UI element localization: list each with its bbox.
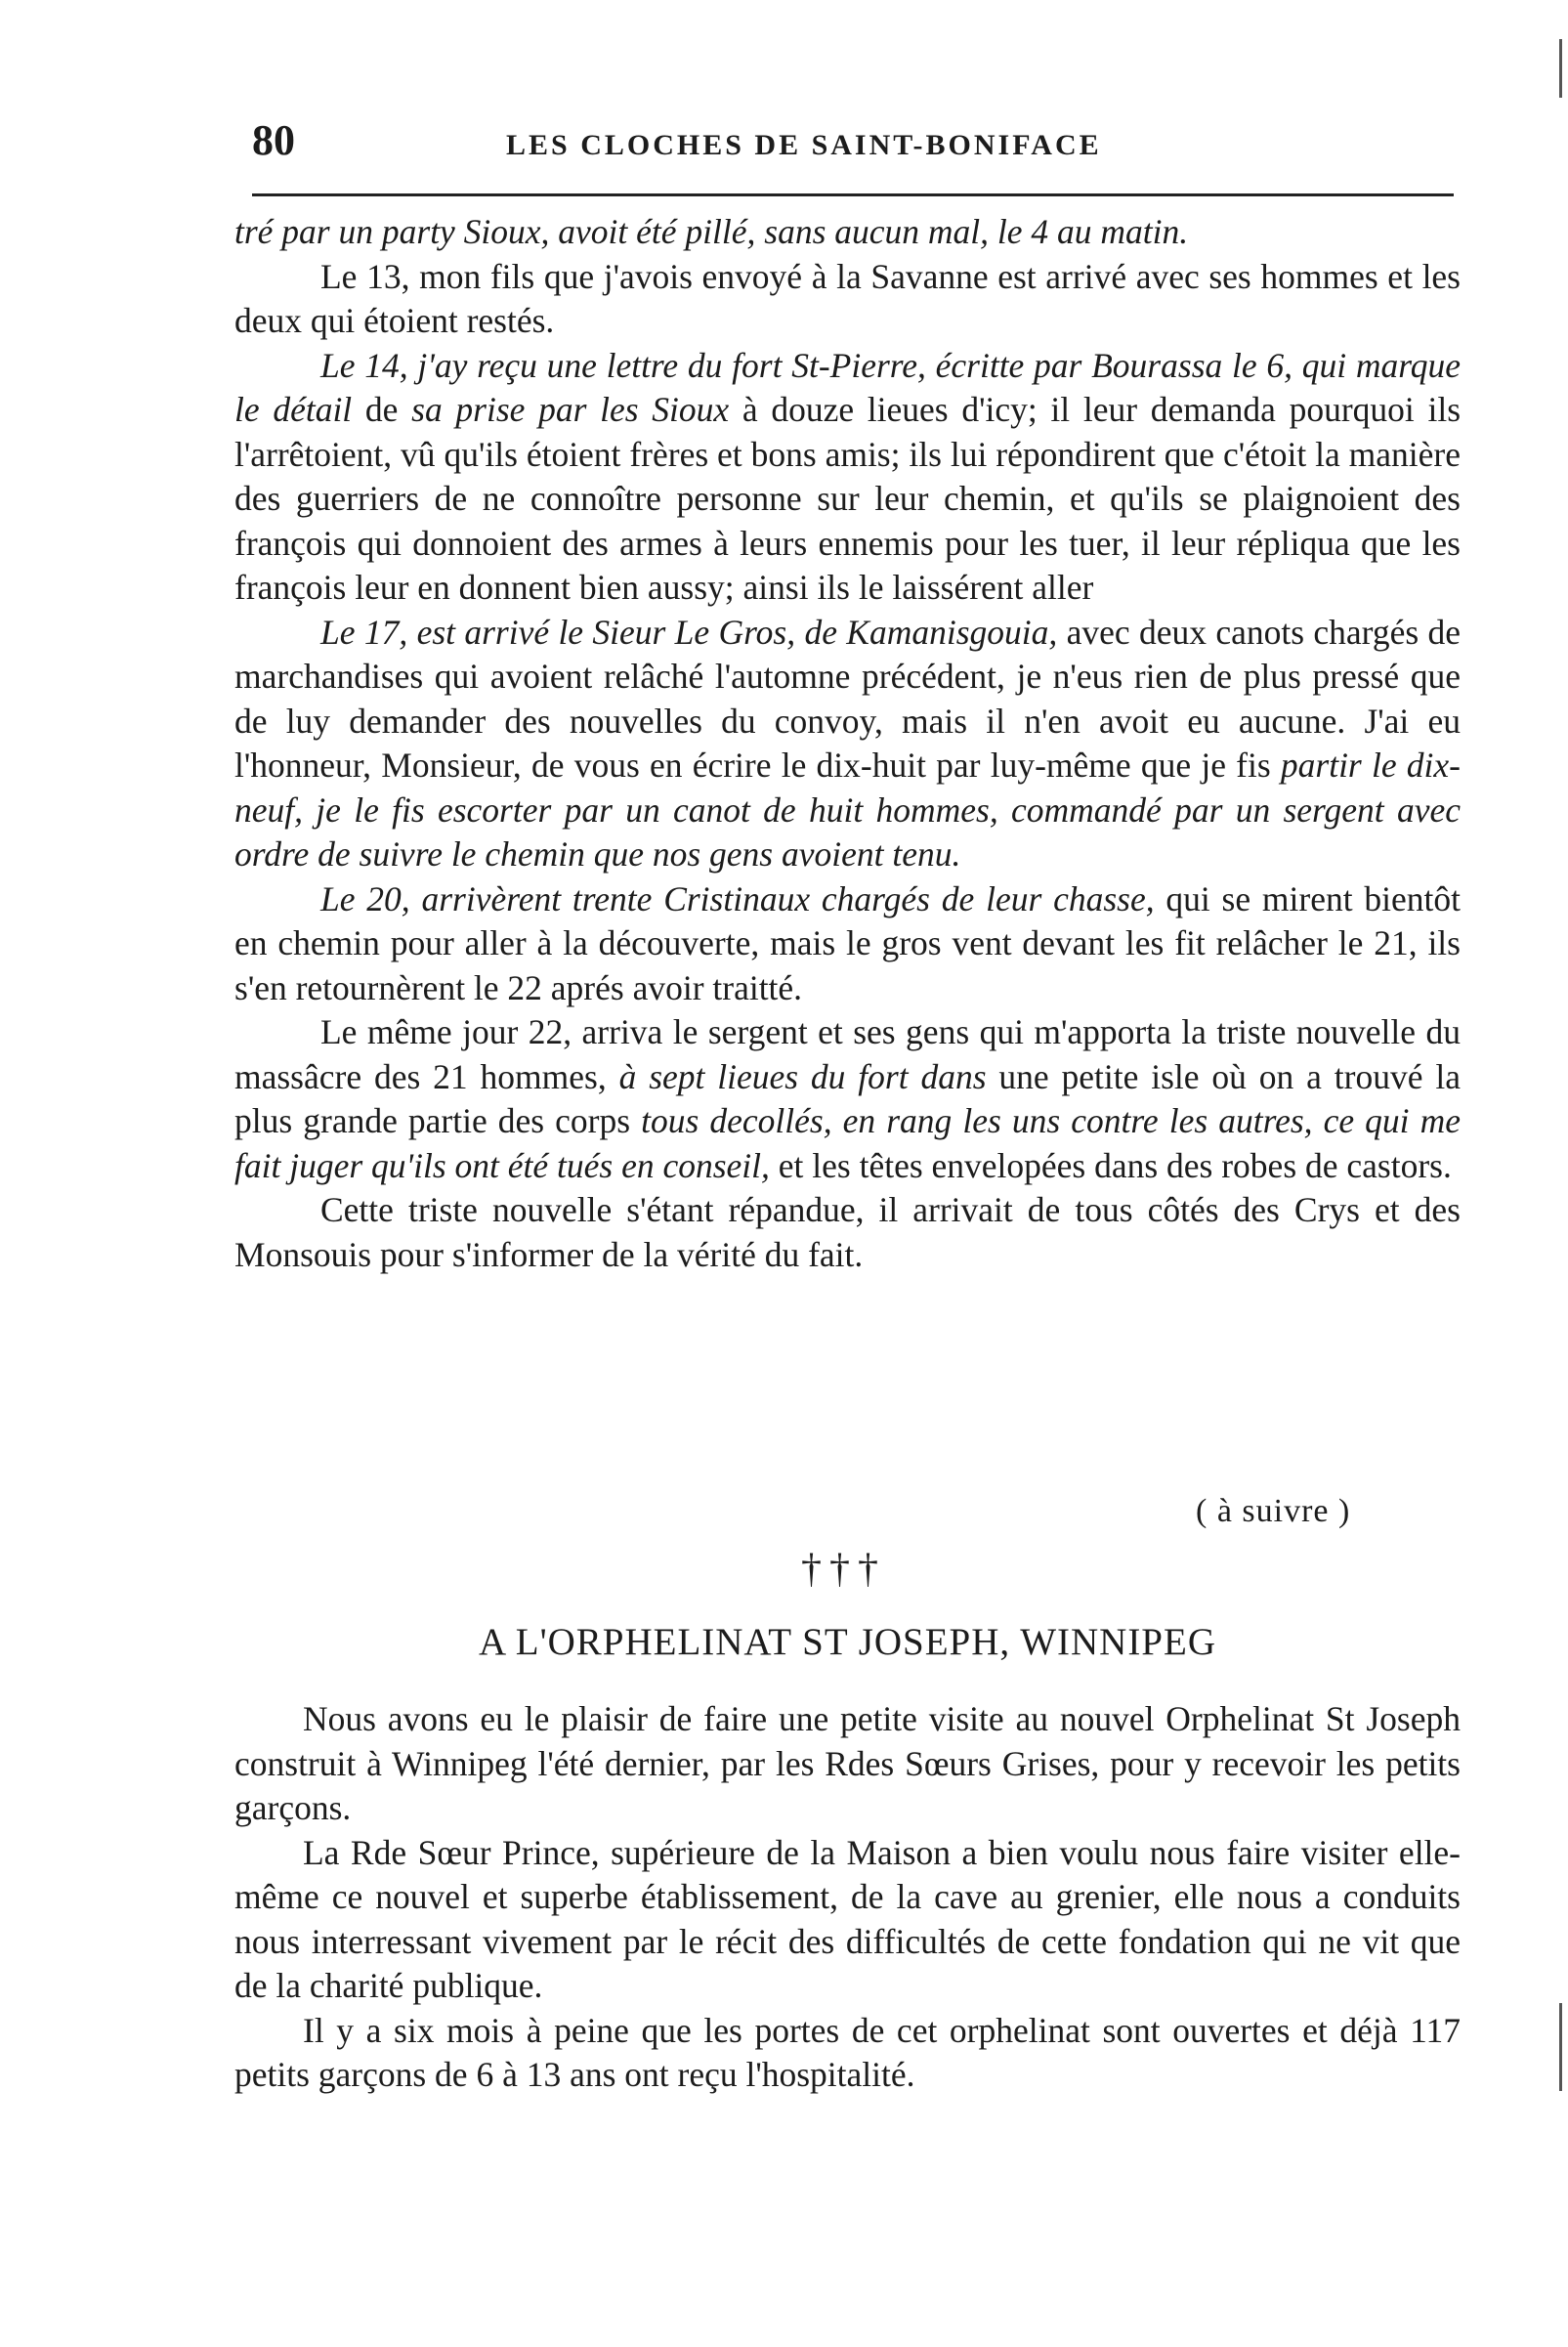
text-run: et les têtes envelopées dans des robes de castors. <box>769 1145 1452 1185</box>
italic-run: Le 17, est arrivé le Sieur Le Gros, de Kamanisgouia, <box>320 612 1058 652</box>
text-run: Cette triste nouvelle s'étant répandue, il arrivait de tous côtés des Crys et des Monsouis pour s'informer de la vérité du fait. <box>234 1190 1461 1274</box>
italic-run: sa prise par les Sioux <box>411 390 730 429</box>
text-run: qui se mirent bientôt en chemin pour aller à la découverte, mais le gros vent devant les fit relâcher le 21, ils s'en retournèrent le 22 aprés avoir traitté. <box>234 878 1461 1007</box>
article-paragraph <box>234 255 1461 344</box>
article-paragraph <box>234 877 1461 1011</box>
text-run: une petite isle où on a trouvé la plus grande partie des corps <box>234 1056 1461 1140</box>
article-paragraph <box>234 611 1461 877</box>
italic-run: Le 14, j'ay reçu une lettre du fort St-Pierre, écritte par Bourassa le 6, qui marque le détail <box>234 345 1461 429</box>
article-paragraph <box>234 210 1461 255</box>
text-run: avec deux canots chargés de marchandises qui avoient relâché l'automne précédent, je n'eus rien de plus pressé que de luy demander des nouvelles du convoy, mais il n'en avoit eu aucune. J'ai eu l'honneur, Monsieur, de vous en écrire le dix-huit par luy-même que je fis <box>234 612 1461 785</box>
running-head <box>252 115 1454 174</box>
section-paragraph: La Rde Sœur Prince, supérieure de la Maison a bien voulu nous faire visiter elle-même ce nouvel et superbe établissement, de la cave au grenier, elle nous a conduits nous interressant vivement par le récit des difficultés de cette fondation qui ne vit que de la charité publique. <box>234 1832 1461 2005</box>
section-separator: ††† <box>801 1547 886 1592</box>
italic-run: partir le dix-neuf, je le fis escorter par un canot de huit hommes, commandé par un sergent avec ordre de suivre le chemin que nos gens avoient tenu. <box>234 746 1461 874</box>
section-paragraph: Nous avons eu le plaisir de faire une petite visite au nouvel Orphelinat St Joseph construit à Winnipeg l'été dernier, par les Rdes Sœurs Grises, pour y recevoir les petits garçons. <box>234 1699 1461 1827</box>
italic-run: à sept lieues du fort dans <box>618 1056 987 1096</box>
text-run: Le 13, mon fils que j'avois envoyé à la Savanne est arrivé avec ses hommes et les deux qui étoient restés. <box>234 256 1461 340</box>
italic-run: Le 20, arrivèrent trente Cristinaux chargés de leur chasse, <box>320 878 1155 918</box>
header-rule <box>252 193 1454 196</box>
italic-run: tré par un party Sioux, avoit été pillé, sans aucun mal, le 4 au matin. <box>234 212 1189 251</box>
italic-run: tous decollés, en rang les uns contre les autres, ce qui me fait juger qu'ils ont été tués en conseil, <box>234 1101 1462 1185</box>
page-number: 80 <box>252 116 295 164</box>
article-paragraph <box>234 1010 1461 1188</box>
continued-note: ( à suivre ) <box>1196 1493 1351 1529</box>
section-body <box>234 1697 1461 2098</box>
section-paragraph: Il y a six mois à peine que les portes de cet orphelinat sont ouvertes et déjà 117 petits garçons de 6 à 13 ans ont reçu l'hospitalité. <box>234 2010 1461 2094</box>
journal-title: LES CLOCHES DE SAINT-BONIFACE <box>506 129 1102 161</box>
scan-edge-mark <box>1559 2003 1562 2091</box>
text-run: de <box>352 390 412 429</box>
text-run: à douze lieues d'icy; il leur demanda pourquoi ils l'arrêtoient, vû qu'ils étoient frères et bons amis; ils lui répondirent que c'étoit la manière des guerriers de ne connoître personne sur leur chemin, et qu'ils se plaignoient des françois qui donnoient des armes à leurs ennemis pour les tuer, il leur répliqua que les françois leur en donnent bien aussy; ainsi ils le laissérent aller <box>234 390 1462 607</box>
article-paragraph <box>234 344 1461 611</box>
scan-edge-mark <box>1559 39 1562 98</box>
section-title: A L'ORPHELINAT ST JOSEPH, WINNIPEG <box>478 1621 1216 1663</box>
article-continued <box>234 210 1461 1277</box>
text-run: Le même jour 22, arriva le sergent et ses gens qui m'apporta la triste nouvelle du massâcre des 21 hommes, <box>234 1012 1461 1096</box>
article-paragraph <box>234 1188 1461 1277</box>
